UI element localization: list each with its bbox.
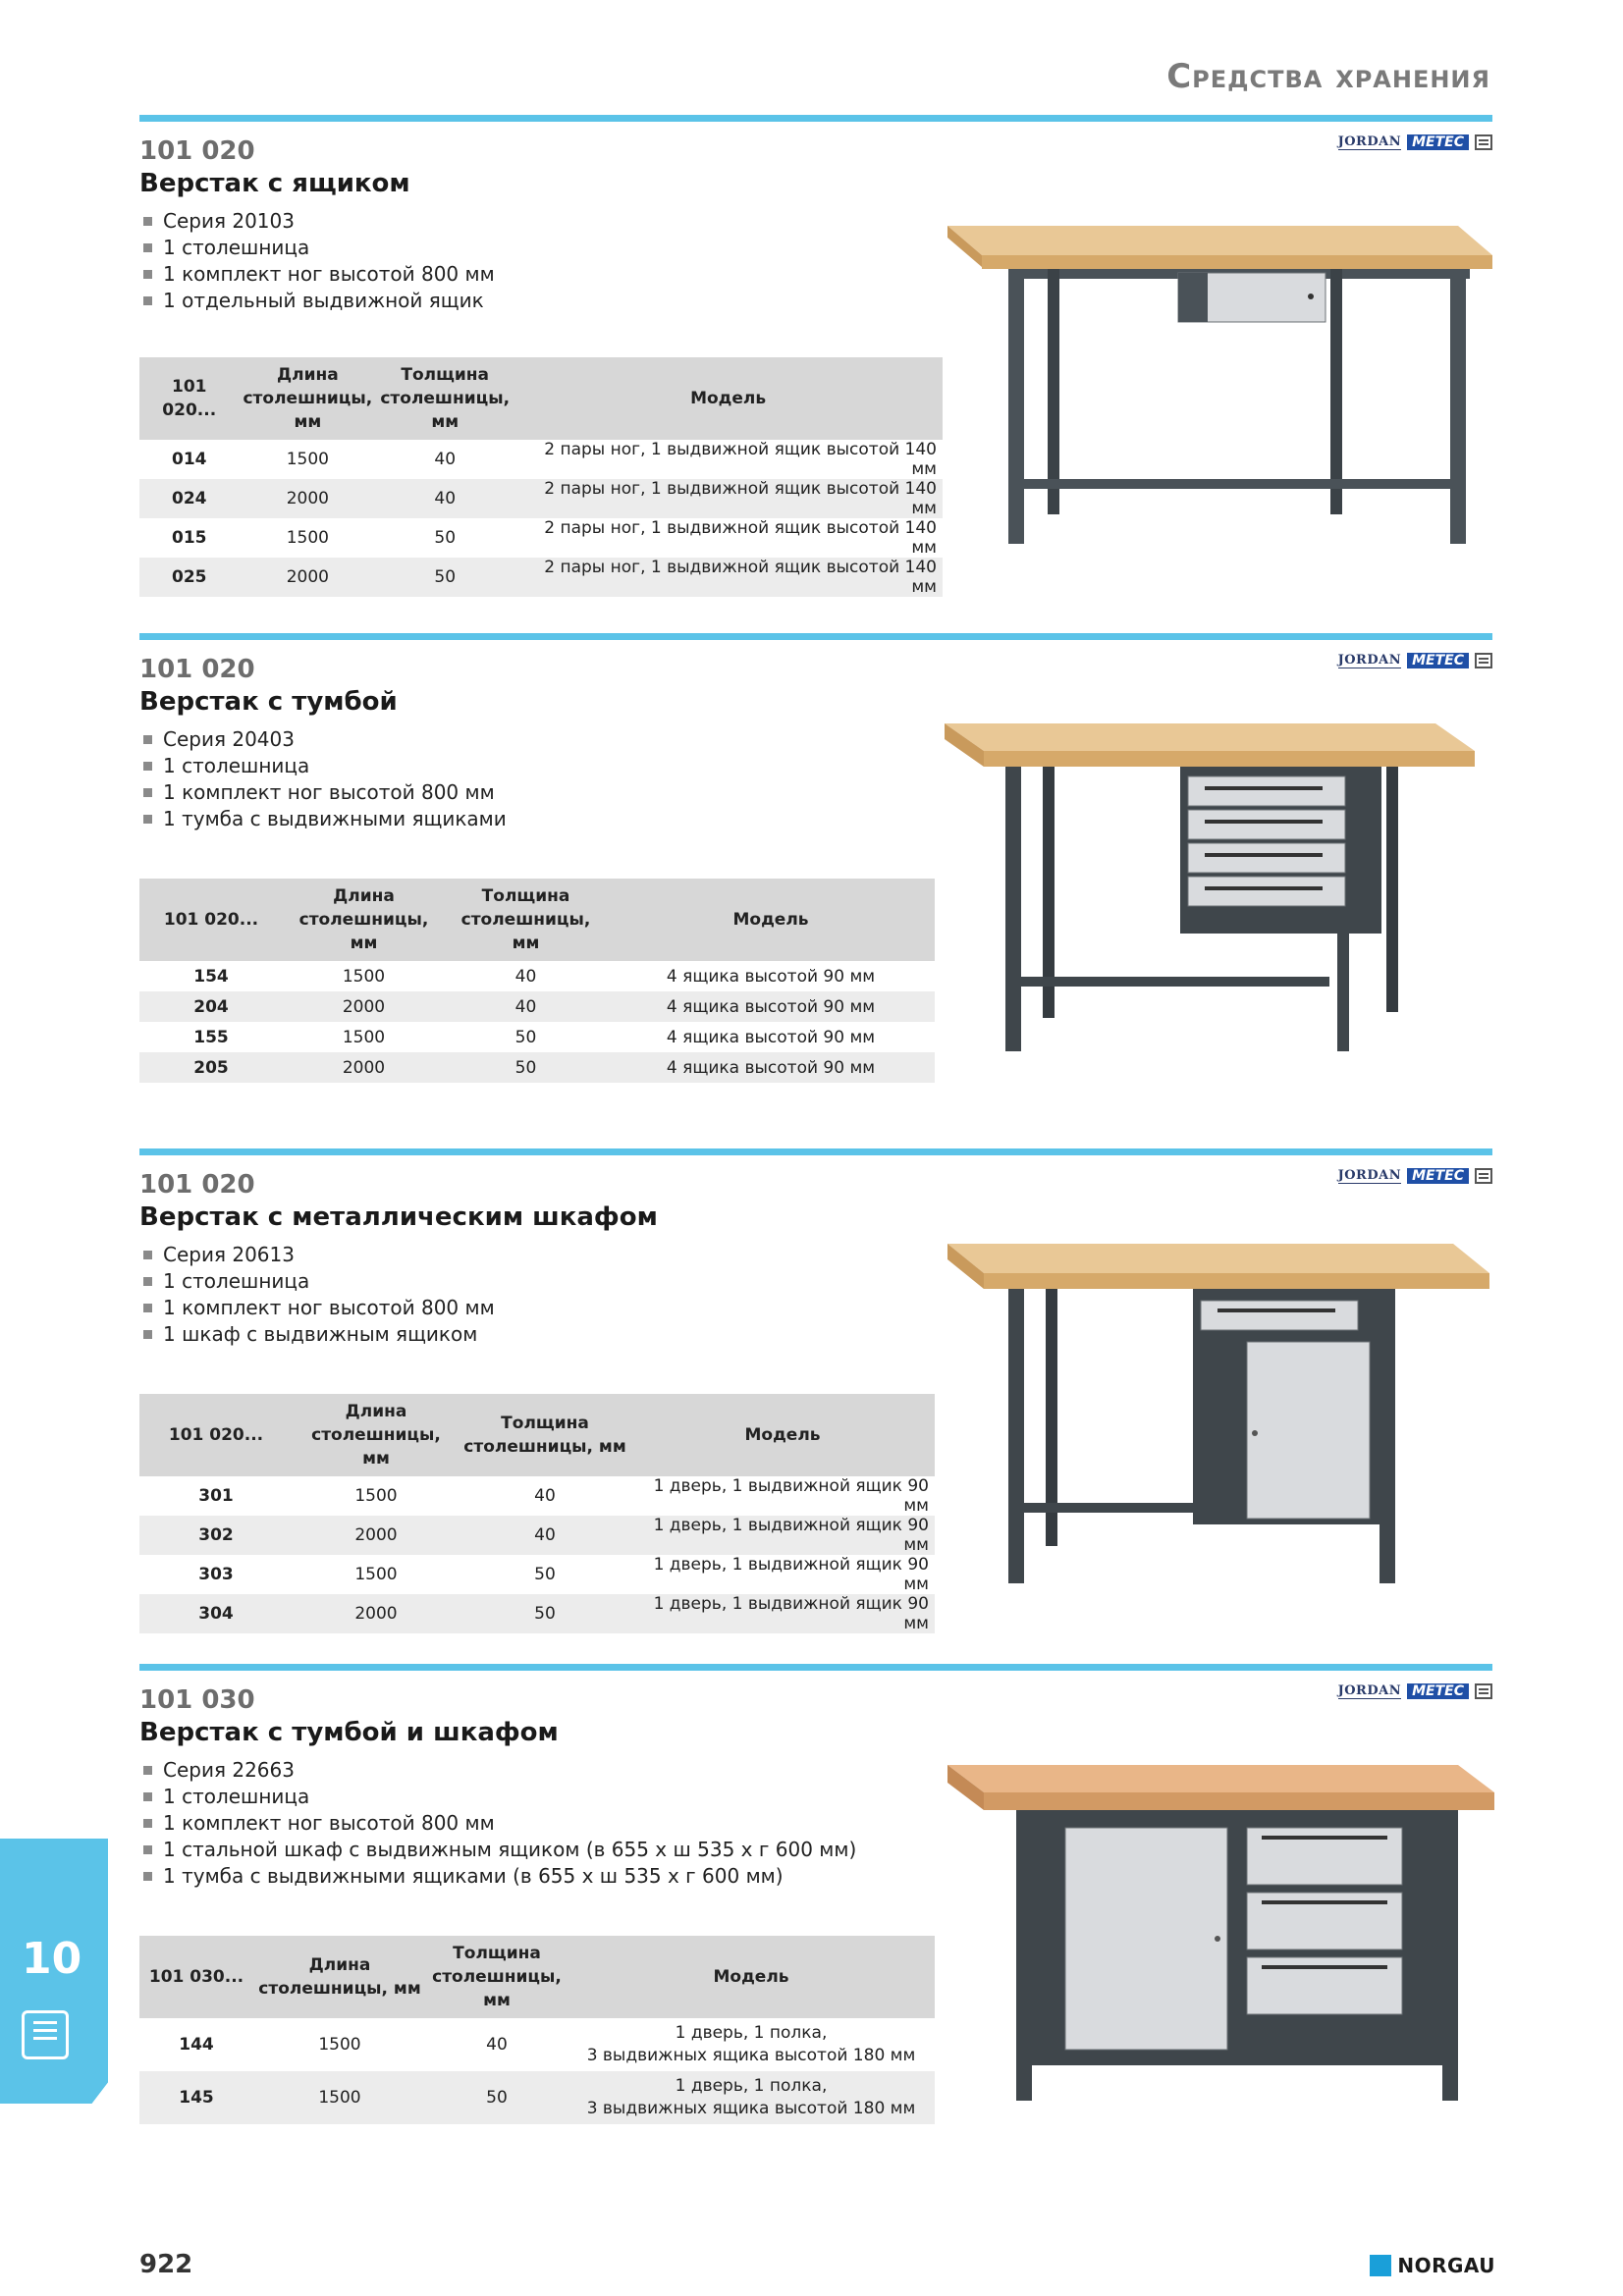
storage-icon bbox=[1475, 1683, 1492, 1699]
spec-table bbox=[139, 879, 935, 1083]
product-title: Верстак с ящиком bbox=[139, 169, 410, 198]
feature-item: Серия 22663 bbox=[143, 1757, 856, 1784]
model-cell bbox=[568, 2018, 935, 2071]
column-header: 101 020... bbox=[139, 879, 283, 961]
thickness-cell: 40 bbox=[376, 479, 514, 518]
length-cell: 1500 bbox=[286, 528, 329, 548]
cabinet-icon bbox=[22, 2010, 69, 2059]
thickness-cell: 50 bbox=[460, 1594, 630, 1633]
table-row bbox=[139, 518, 943, 558]
column-header: Длина столешницы, мм bbox=[283, 879, 445, 961]
column-header: Модель bbox=[607, 879, 935, 961]
model-cell: 2 пары ног, 1 выдвижной ящик высотой 140 мм bbox=[514, 558, 943, 597]
table-row bbox=[139, 961, 935, 991]
product-code: 101 030 bbox=[139, 1685, 255, 1715]
feature-item: 1 комплект ног высотой 800 мм bbox=[143, 1810, 856, 1837]
feature-item: 1 столешница bbox=[143, 235, 495, 261]
feature-item: 1 столешница bbox=[143, 1268, 495, 1295]
column-header: Длина столешницы, мм bbox=[293, 1394, 460, 1476]
column-header: Длина столешницы, мм bbox=[239, 357, 376, 440]
brand-logos bbox=[1338, 653, 1492, 668]
feature-list bbox=[143, 1757, 856, 1890]
column-header: Толщина столешницы, мм bbox=[460, 1394, 630, 1476]
article-cell: 025 bbox=[139, 558, 239, 597]
length-cell: 1500 bbox=[342, 1027, 386, 1047]
thickness-cell: 50 bbox=[426, 2071, 568, 2124]
table-header-row bbox=[139, 1394, 935, 1476]
section-divider bbox=[139, 1148, 1492, 1155]
feature-item: 1 тумба с выдвижными ящиками (в 655 х ш 535 х г 600 мм) bbox=[143, 1863, 856, 1890]
jordan-logo: JORDAN bbox=[1337, 134, 1402, 149]
page-number: 922 bbox=[139, 2250, 193, 2279]
section-divider bbox=[139, 115, 1492, 122]
storage-icon bbox=[1475, 1168, 1492, 1184]
workbench-pedestal-cabinet-image bbox=[947, 1757, 1497, 2106]
article-cell: 015 bbox=[171, 528, 207, 548]
model-cell: 4 ящика высотой 90 мм bbox=[607, 991, 935, 1022]
thickness-cell: 50 bbox=[514, 1027, 537, 1047]
metec-logo: METEC bbox=[1407, 134, 1469, 150]
article-cell: 155 bbox=[193, 1027, 229, 1047]
article-cell: 301 bbox=[198, 1486, 234, 1506]
workbench-cabinet-image bbox=[947, 1232, 1492, 1590]
length-cell: 1500 bbox=[318, 2035, 361, 2055]
model-line: 3 выдвижных ящика высотой 180 мм bbox=[586, 2099, 916, 2118]
thickness-cell: 40 bbox=[514, 966, 537, 987]
article-cell: 302 bbox=[139, 1516, 293, 1555]
product-code: 101 020 bbox=[139, 655, 255, 684]
feature-item: 1 отдельный выдвижной ящик bbox=[143, 288, 495, 314]
table-row bbox=[139, 2071, 935, 2124]
table-row bbox=[139, 1052, 935, 1083]
jordan-logo: JORDAN bbox=[1337, 1168, 1402, 1183]
column-header: Толщина столешницы, мм bbox=[445, 879, 607, 961]
model-cell: 1 дверь, 1 выдвижной ящик 90 мм bbox=[630, 1594, 935, 1633]
article-cell: 154 bbox=[193, 966, 229, 987]
model-cell: 2 пары ног, 1 выдвижной ящик высотой 140 мм bbox=[544, 518, 937, 558]
table-row bbox=[139, 1022, 935, 1052]
brand-logos bbox=[1338, 1168, 1492, 1184]
model-cell: 2 пары ног, 1 выдвижной ящик высотой 140 мм bbox=[514, 479, 943, 518]
length-cell: 2000 bbox=[239, 479, 376, 518]
model-cell: 1 дверь, 1 выдвижной ящик 90 мм bbox=[653, 1476, 929, 1516]
table-header-row bbox=[139, 879, 935, 961]
article-cell: 144 bbox=[179, 2035, 214, 2055]
brand-name: NORGAU bbox=[1397, 2254, 1495, 2277]
length-cell: 1500 bbox=[354, 1565, 398, 1584]
product-code: 101 020 bbox=[139, 1170, 255, 1200]
article-cell: 145 bbox=[139, 2071, 253, 2124]
feature-list bbox=[143, 726, 507, 832]
model-cell: 4 ящика высотой 90 мм bbox=[607, 1052, 935, 1083]
length-cell: 2000 bbox=[283, 1052, 445, 1083]
chapter-number: 10 bbox=[22, 1934, 82, 1984]
metec-logo: METEC bbox=[1407, 1168, 1469, 1184]
thickness-cell: 40 bbox=[534, 1486, 556, 1506]
column-header: 101 030... bbox=[139, 1936, 253, 2018]
length-cell: 2000 bbox=[293, 1516, 460, 1555]
column-header: Модель bbox=[630, 1394, 935, 1476]
table-row bbox=[139, 1476, 935, 1516]
column-header: Модель bbox=[514, 357, 943, 440]
workbench-pedestal-image bbox=[945, 712, 1480, 1055]
length-cell: 1500 bbox=[342, 966, 386, 987]
column-header: Модель bbox=[568, 1936, 935, 2018]
feature-item: 1 столешница bbox=[143, 753, 507, 779]
article-cell: 205 bbox=[139, 1052, 283, 1083]
jordan-logo: JORDAN bbox=[1337, 653, 1402, 667]
column-header: 101 020... bbox=[139, 357, 239, 440]
table-row bbox=[139, 479, 943, 518]
model-cell: 4 ящика высотой 90 мм bbox=[666, 966, 876, 987]
article-cell: 304 bbox=[139, 1594, 293, 1633]
feature-item: 1 тумба с выдвижными ящиками bbox=[143, 806, 507, 832]
feature-item: 1 комплект ног высотой 800 мм bbox=[143, 1295, 495, 1321]
table-row bbox=[139, 440, 943, 479]
article-cell: 024 bbox=[139, 479, 239, 518]
feature-item: Серия 20103 bbox=[143, 208, 495, 235]
section-divider bbox=[139, 1664, 1492, 1671]
feature-list bbox=[143, 1242, 495, 1348]
feature-item: 1 комплект ног высотой 800 мм bbox=[143, 261, 495, 288]
product-title: Верстак с тумбой bbox=[139, 687, 398, 717]
length-cell: 2000 bbox=[293, 1594, 460, 1633]
thickness-cell: 50 bbox=[534, 1565, 556, 1584]
model-cell: 1 дверь, 1 выдвижной ящик 90 мм bbox=[630, 1516, 935, 1555]
table-row bbox=[139, 1555, 935, 1594]
thickness-cell: 40 bbox=[486, 2035, 508, 2055]
column-header: Толщина столешницы, мм bbox=[426, 1936, 568, 2018]
brand-square-icon bbox=[1370, 2255, 1391, 2276]
thickness-cell: 50 bbox=[376, 558, 514, 597]
thickness-cell: 50 bbox=[445, 1052, 607, 1083]
thickness-cell: 40 bbox=[460, 1516, 630, 1555]
model-line: 3 выдвижных ящика высотой 180 мм bbox=[586, 2046, 916, 2065]
table-row bbox=[139, 991, 935, 1022]
metec-logo: METEC bbox=[1407, 653, 1469, 668]
brand-logos bbox=[1338, 1683, 1492, 1699]
model-cell: 1 дверь, 1 выдвижной ящик 90 мм bbox=[653, 1555, 929, 1594]
feature-list bbox=[143, 208, 495, 314]
metec-logo: METEC bbox=[1407, 1683, 1469, 1699]
spec-table bbox=[139, 1394, 935, 1633]
jordan-logo: JORDAN bbox=[1337, 1683, 1402, 1698]
feature-item: 1 шкаф с выдвижным ящиком bbox=[143, 1321, 495, 1348]
thickness-cell: 50 bbox=[434, 528, 457, 548]
table-row bbox=[139, 1516, 935, 1555]
column-header: 101 020... bbox=[139, 1394, 293, 1476]
product-code: 101 020 bbox=[139, 136, 255, 166]
brand-logos bbox=[1338, 134, 1492, 150]
spec-table bbox=[139, 357, 943, 597]
length-cell: 1500 bbox=[354, 1486, 398, 1506]
spec-table bbox=[139, 1936, 935, 2124]
length-cell: 2000 bbox=[239, 558, 376, 597]
column-header: Длина столешницы, мм bbox=[253, 1936, 426, 2018]
table-row bbox=[139, 2018, 935, 2071]
model-cell: 2 пары ног, 1 выдвижной ящик высотой 140 мм bbox=[544, 440, 937, 479]
product-title: Верстак с тумбой и шкафом bbox=[139, 1718, 559, 1747]
table-header-row bbox=[139, 357, 943, 440]
feature-item: 1 комплект ног высотой 800 мм bbox=[143, 779, 507, 806]
storage-icon bbox=[1475, 653, 1492, 668]
feature-item: 1 стальной шкаф с выдвижным ящиком (в 655 х ш 535 х г 600 мм) bbox=[143, 1837, 856, 1863]
storage-icon bbox=[1475, 134, 1492, 150]
thickness-cell: 40 bbox=[445, 991, 607, 1022]
table-row bbox=[139, 1594, 935, 1633]
model-line: 1 дверь, 1 полка, bbox=[675, 2076, 828, 2096]
table-header-row bbox=[139, 1936, 935, 2018]
article-cell: 014 bbox=[171, 450, 207, 469]
model-cell bbox=[568, 2071, 935, 2124]
product-title: Верстак с металлическим шкафом bbox=[139, 1202, 658, 1232]
feature-item: Серия 20403 bbox=[143, 726, 507, 753]
thickness-cell: 40 bbox=[434, 450, 457, 469]
article-cell: 303 bbox=[198, 1565, 234, 1584]
feature-item: 1 столешница bbox=[143, 1784, 856, 1810]
length-cell: 1500 bbox=[253, 2071, 426, 2124]
section-divider bbox=[139, 633, 1492, 640]
feature-item: Серия 20613 bbox=[143, 1242, 495, 1268]
model-line: 1 дверь, 1 полка, bbox=[675, 2023, 828, 2043]
length-cell: 1500 bbox=[286, 450, 329, 469]
length-cell: 2000 bbox=[283, 991, 445, 1022]
model-cell: 4 ящика высотой 90 мм bbox=[666, 1027, 876, 1047]
table-row bbox=[139, 558, 943, 597]
column-header: Толщина столешницы, мм bbox=[376, 357, 514, 440]
workbench-drawer-image bbox=[947, 216, 1497, 550]
article-cell: 204 bbox=[139, 991, 283, 1022]
page-category-title: Средства хранения bbox=[1166, 57, 1490, 96]
footer-brand-logo bbox=[1370, 2254, 1495, 2277]
